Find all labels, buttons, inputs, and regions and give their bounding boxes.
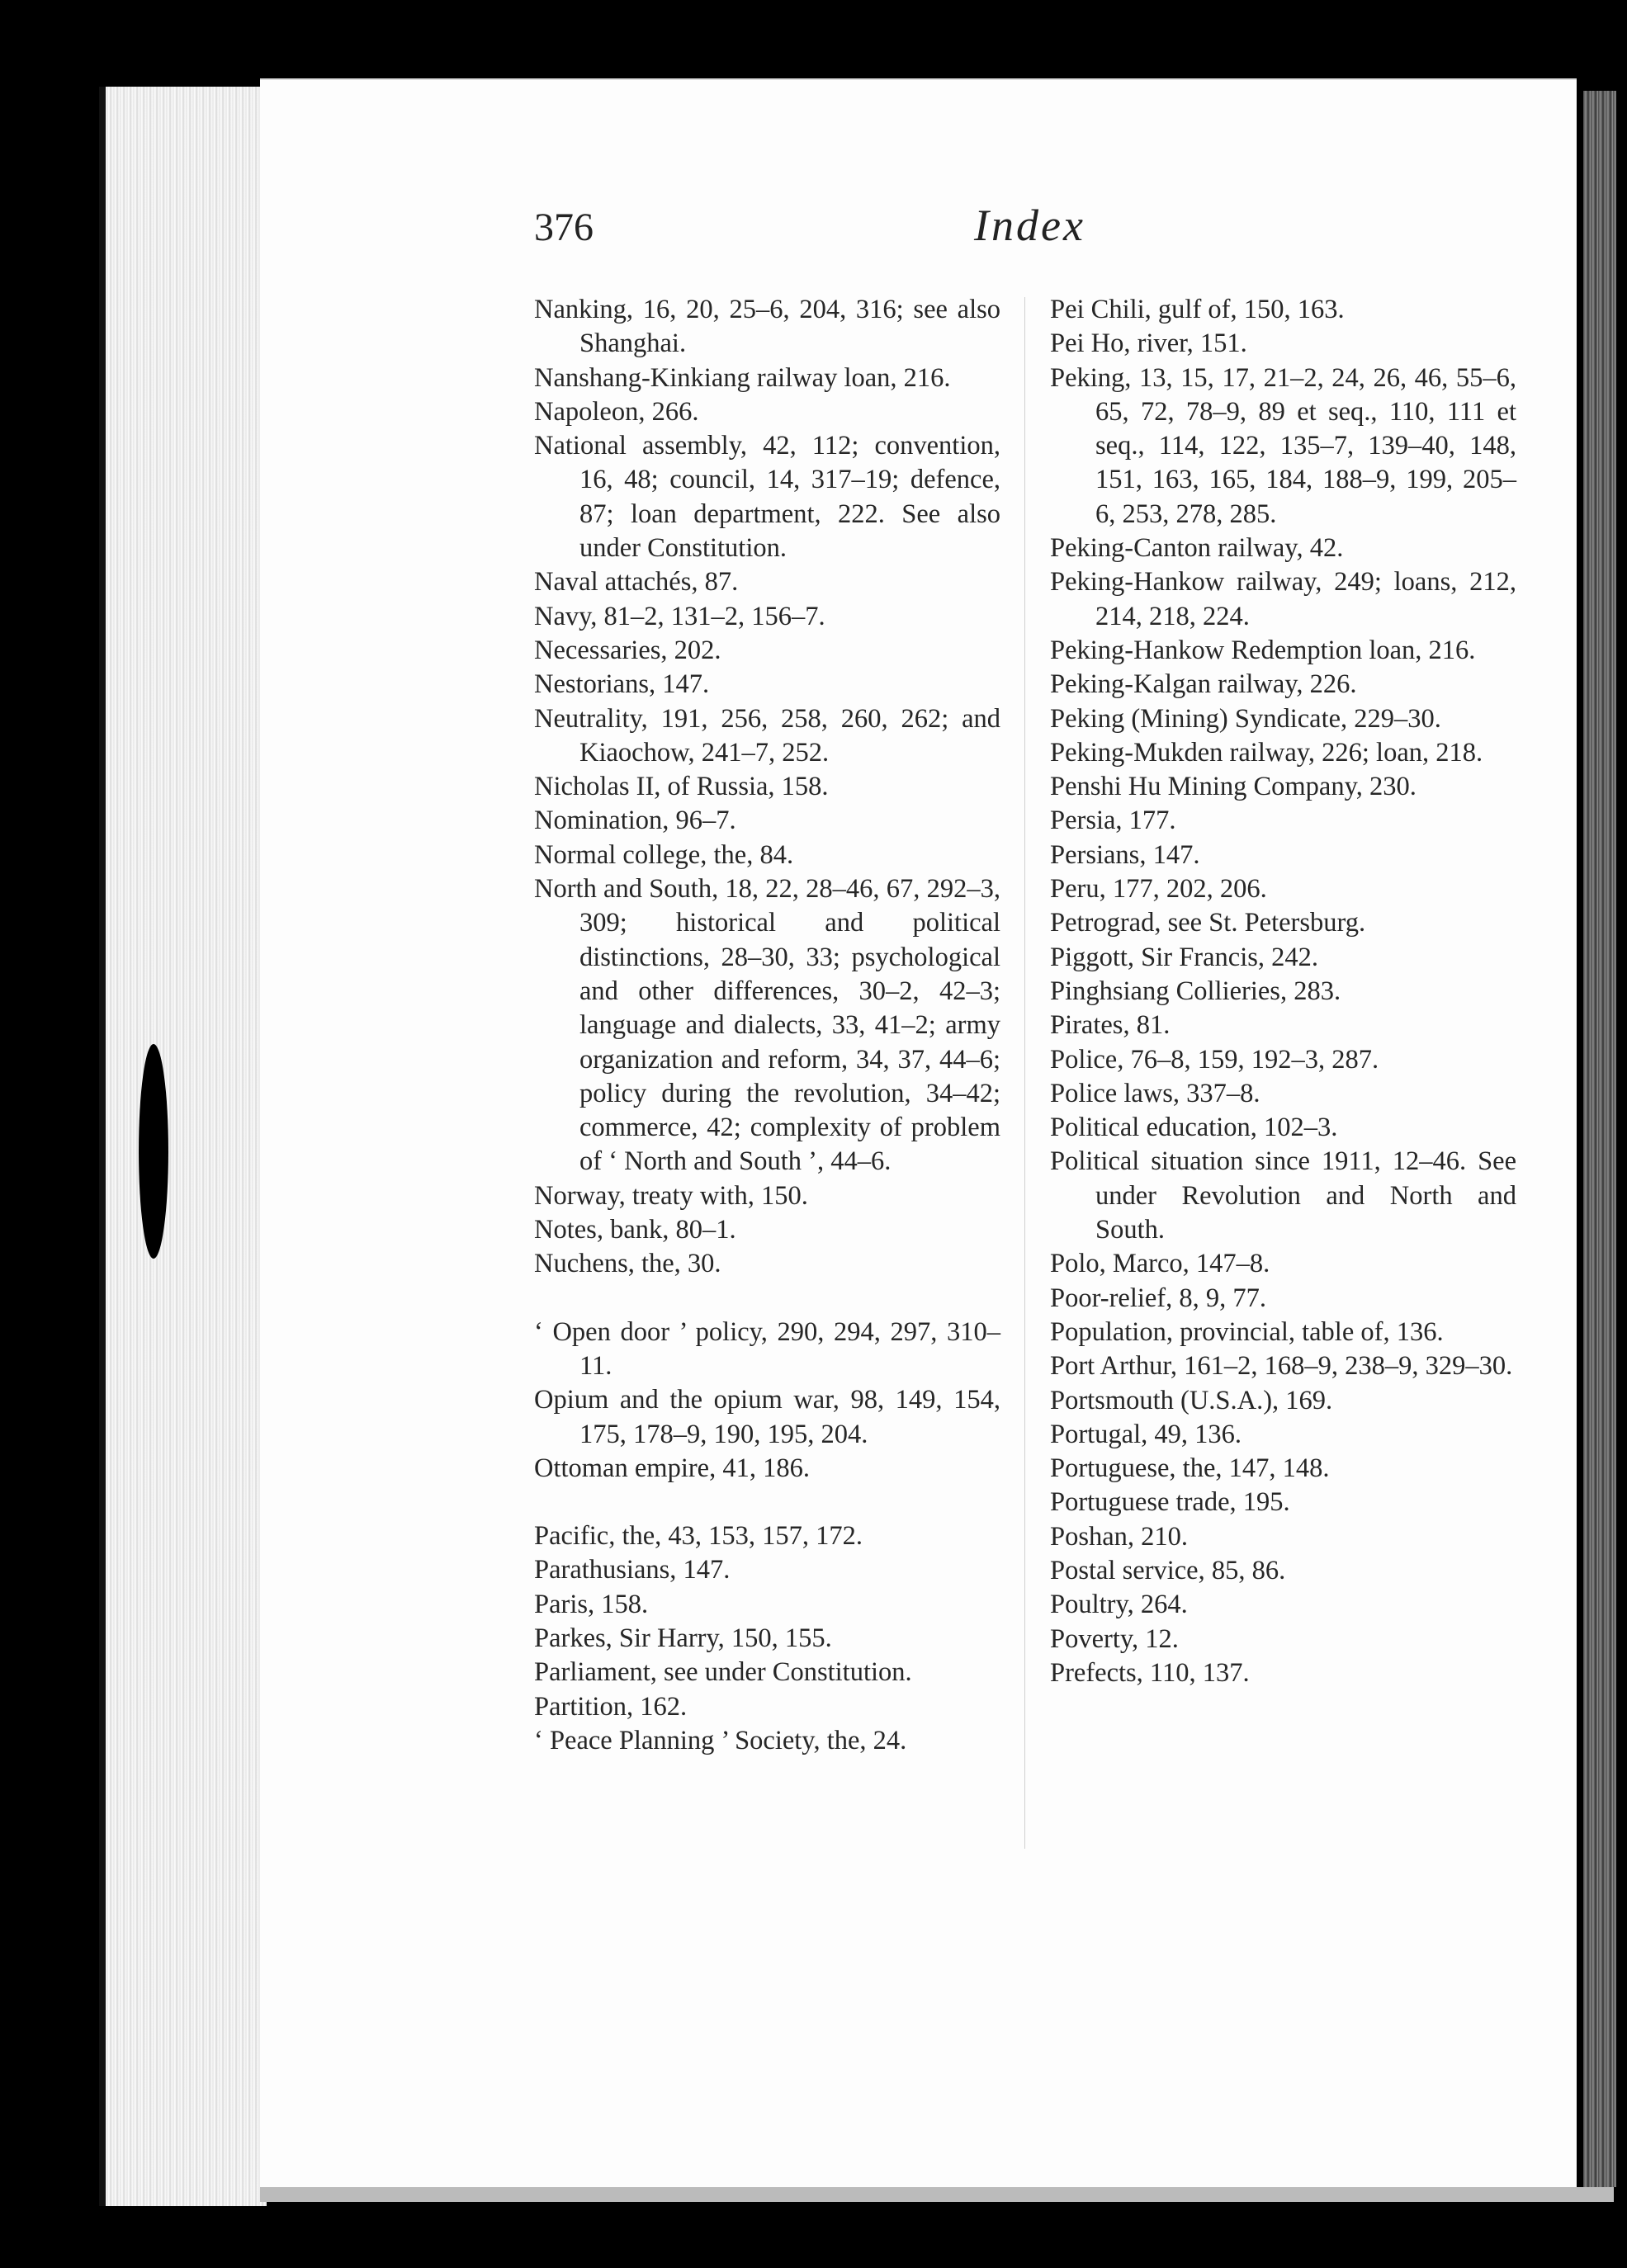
book-right-edge: [1583, 91, 1616, 2187]
index-entry: Neutrality, 191, 256, 258, 260, 262; and Kiaochow, 241–7, 252.: [534, 703, 1000, 768]
index-entry: Pinghsiang Collieries, 283.: [1050, 976, 1341, 1006]
index-entry: Parkes, Sir Harry, 150, 155.: [534, 1623, 832, 1653]
book-bottom-edge: [260, 2187, 1614, 2202]
index-entry: Peking-Canton railway, 42.: [1050, 533, 1344, 564]
index-column-left: [534, 293, 1000, 1758]
index-entry: Postal service, 85, 86.: [1050, 1555, 1286, 1585]
index-entry: Political education, 102–3.: [1050, 1113, 1338, 1143]
index-entry: National assembly, 42, 112; convention, 16, 48; council, 14, 317–19; defence, 87; loan department, 222. See also under Constitution.: [534, 431, 1000, 564]
index-entry: Peking-Kalgan railway, 226.: [1050, 669, 1357, 700]
index-entry: Normal college, the, 84.: [534, 839, 794, 870]
index-entry: Penshi Hu Mining Company, 230.: [1050, 772, 1417, 802]
index-entry: North and South, 18, 22, 28–46, 67, 292–3, 309; historical and political distinctions, 28–30, 33; psychological and other differences, 30–2, 42–3; language and dialects, 33, 41–2; army organization and reform, 34, 37, 44–6; policy during the revolution, 34–42; commerce, 42; complexity of problem of ‘ North and South ’, 44–6.: [534, 874, 1000, 1177]
index-entry: Persians, 147.: [1050, 839, 1200, 870]
index-entry: Poverty, 12.: [1050, 1623, 1179, 1654]
index-entry: Notes, bank, 80–1.: [534, 1215, 736, 1245]
column-divider: [1024, 297, 1025, 1849]
index-entry: Peking-Mukden railway, 226; loan, 218.: [1050, 737, 1483, 768]
index-entry: Parliament, see under Constitution.: [534, 1657, 912, 1688]
index-entry: Necessaries, 202.: [534, 635, 721, 665]
index-entry: Peru, 177, 202, 206.: [1050, 874, 1267, 905]
index-entry: Population, provincial, table of, 136.: [1050, 1316, 1444, 1347]
index-entry: Portuguese, the, 147, 148.: [1050, 1453, 1330, 1484]
index-entry: Portsmouth (U.S.A.), 169.: [1050, 1385, 1333, 1415]
index-entry: Petrograd, see St. Petersburg.: [1050, 908, 1366, 938]
index-entry: ‘ Open door ’ policy, 290, 294, 297, 310–11.: [534, 1316, 1000, 1381]
index-entry: Peking-Hankow railway, 249; loans, 212, 214, 218, 224.: [1050, 567, 1516, 631]
index-entry: Port Arthur, 161–2, 168–9, 238–9, 329–30.: [1050, 1351, 1513, 1382]
index-entry: Police, 76–8, 159, 192–3, 287.: [1050, 1044, 1379, 1075]
index-entry: Parathusians, 147.: [534, 1555, 731, 1585]
index-entry: Norway, treaty with, 150.: [534, 1180, 808, 1211]
index-entry: Portugal, 49, 136.: [1050, 1419, 1242, 1449]
index-entry: Naval attachés, 87.: [534, 567, 739, 598]
index-entry: Polo, Marco, 147–8.: [1050, 1249, 1270, 1279]
page-number: 376: [534, 206, 594, 249]
index-entry: Opium and the opium war, 98, 149, 154, 175, 178–9, 190, 195, 204.: [534, 1385, 1000, 1449]
index-entry: Prefects, 110, 137.: [1050, 1657, 1250, 1688]
index-entry: Paris, 158.: [534, 1589, 649, 1619]
index-entry: ‘ Peace Planning ’ Society, the, 24.: [534, 1725, 907, 1755]
index-entry: Poor-relief, 8, 9, 77.: [1050, 1283, 1266, 1313]
index-entry: Police laws, 337–8.: [1050, 1078, 1260, 1108]
index-entry: Persia, 177.: [1050, 806, 1176, 836]
index-entry: Nomination, 96–7.: [534, 806, 736, 836]
index-entry: Pei Ho, river, 151.: [1050, 328, 1247, 359]
index-column-right: [1050, 293, 1516, 1690]
index-entry: Ottoman empire, 41, 186.: [534, 1453, 810, 1483]
index-entry: Political situation since 1911, 12–46. See under Revolution and North and South.: [1050, 1146, 1516, 1245]
index-entry: Navy, 81–2, 131–2, 156–7.: [534, 601, 825, 631]
index-entry: Napoleon, 266.: [534, 396, 699, 427]
index-entry: Pirates, 81.: [1050, 1010, 1171, 1041]
index-entry: Peking (Mining) Syndicate, 229–30.: [1050, 703, 1441, 734]
index-entry: Nicholas II, of Russia, 158.: [534, 772, 829, 802]
index-entry: Nestorians, 147.: [534, 669, 710, 700]
index-entry: Nanshang-Kinkiang railway loan, 216.: [534, 362, 951, 393]
index-entry: Poultry, 264.: [1050, 1590, 1188, 1620]
section-gap: [534, 1486, 1000, 1519]
index-entry: Portuguese trade, 195.: [1050, 1487, 1290, 1518]
index-entry: Pacific, the, 43, 153, 157, 172.: [534, 1521, 863, 1552]
index-entry: Poshan, 210.: [1050, 1521, 1189, 1552]
index-entry: Nanking, 16, 20, 25–6, 204, 316; see also Shanghai.: [534, 295, 1000, 359]
running-title: Index: [974, 201, 1085, 250]
index-entry: Nuchens, the, 30.: [534, 1249, 721, 1279]
index-entry: Peking, 13, 15, 17, 21–2, 24, 26, 46, 55–6, 65, 72, 78–9, 89 et seq., 110, 111 et seq., 114, 122, 135–7, 139–40, 148, 151, 163, 165, 184, 188–9, 199, 205–6, 253, 278, 285.: [1050, 362, 1516, 529]
book-page-edges: [99, 87, 267, 2206]
index-entry: Partition, 162.: [534, 1691, 688, 1722]
index-entry: Pei Chili, gulf of, 150, 163.: [1050, 295, 1345, 324]
index-entry: Piggott, Sir Francis, 242.: [1050, 942, 1319, 972]
section-gap: [534, 1282, 1000, 1316]
index-entry: Peking-Hankow Redemption loan, 216.: [1050, 635, 1476, 665]
